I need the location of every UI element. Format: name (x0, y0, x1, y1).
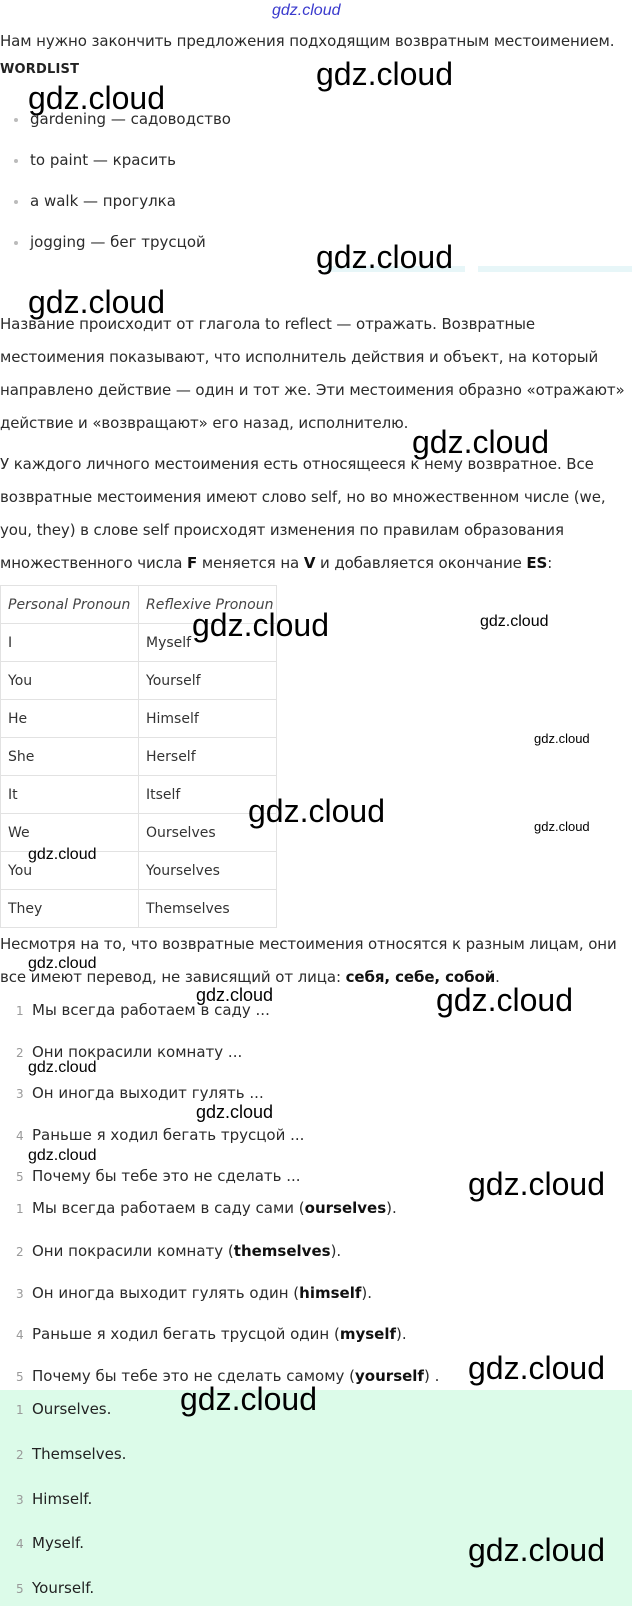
watermark: gdz.cloud (468, 1350, 605, 1386)
answer-item (16, 1400, 111, 1418)
answer-word: ourselves (304, 1199, 387, 1217)
table-row (1, 662, 277, 700)
watermark: gdz.cloud (28, 955, 97, 972)
answer-word: yourself (355, 1367, 424, 1385)
watermark: gdz.cloud (480, 613, 549, 630)
table-cell: We (1, 814, 139, 852)
text: : (547, 554, 553, 572)
sentence: Мы всегда работаем в саду ... (32, 1001, 270, 1019)
paragraph (0, 448, 606, 580)
wordlist-title: WORDLIST (0, 62, 80, 77)
watermark: gdz.cloud (28, 846, 97, 863)
watermark: gdz.cloud (316, 56, 453, 92)
list-item (16, 1084, 264, 1102)
list-item (16, 1242, 341, 1260)
sentence: Они покрасили комнату ... (32, 1043, 243, 1061)
text: множественного числа (0, 554, 188, 572)
watermark: gdz.cloud (412, 424, 549, 460)
sentence: Раньше я ходил бегать трусцой ... (32, 1126, 305, 1144)
bullet-icon (14, 159, 18, 163)
item-number: 5 (16, 1582, 24, 1596)
list-item (14, 151, 176, 169)
answers-panel (0, 1390, 632, 1606)
bullet-icon (14, 118, 18, 122)
list-item (16, 1284, 372, 1302)
table-cell: It (1, 776, 139, 814)
watermark: gdz.cloud (28, 1059, 97, 1076)
bullet-icon (14, 241, 18, 245)
table-row (1, 738, 277, 776)
paragraph-line: направлено действие — один и тот же. Эти местоимения образно «отражают» (0, 381, 625, 399)
item-number: 4 (16, 1537, 24, 1551)
watermark: gdz.cloud (196, 985, 274, 1005)
table-row (1, 890, 277, 928)
watermark-top: gdz.cloud (272, 2, 341, 19)
text: Раньше я ходил бегать трусцой один ( (32, 1325, 340, 1343)
text: ). (396, 1325, 407, 1343)
item-number: 3 (16, 1287, 24, 1301)
answer-word: myself (339, 1325, 397, 1343)
watermark: gdz.cloud (468, 1166, 605, 1202)
table-cell: Ourselves (139, 814, 277, 852)
table-cell: You (1, 662, 139, 700)
table-cell: Itself (139, 776, 277, 814)
answer-item (16, 1490, 92, 1508)
table-cell: Myself (139, 624, 277, 662)
item-number: 5 (16, 1370, 24, 1384)
list-item-text: a walk — прогулка (30, 192, 176, 210)
paragraph-line: Несмотря на то, что возвратные местоимения относятся к разным лицам, они (0, 935, 617, 953)
table-cell: I (1, 624, 139, 662)
text: ). (330, 1242, 342, 1260)
item-number: 2 (16, 1046, 24, 1060)
answer-text: Himself. (32, 1490, 93, 1508)
text: Мы всегда работаем в саду сами ( (32, 1199, 305, 1217)
divider (478, 266, 632, 272)
text: ). (361, 1284, 372, 1302)
paragraph-line: Название происходит от глагола to reflect — отражать. Возвратные (0, 315, 536, 333)
text: все имеют перевод, не зависящий от лица: (0, 968, 346, 986)
answer-text: Yourself. (32, 1579, 95, 1597)
paragraph-line (0, 547, 606, 580)
sentence: Почему бы тебе это не сделать ... (32, 1167, 301, 1185)
paragraph-line: you, they) в слове self происходят изменения по правилам образования (0, 521, 564, 539)
paragraph-line: У каждого личного местоимения есть относящееся к нему возвратное. Все (0, 455, 594, 473)
watermark: gdz.cloud (534, 819, 590, 834)
text: Он иногда выходит гулять один ( (32, 1284, 300, 1302)
table-cell: Herself (139, 738, 277, 776)
table-row (1, 776, 277, 814)
watermark: gdz.cloud (436, 982, 573, 1018)
watermark: gdz.cloud (192, 607, 329, 643)
paragraph-line: возвратные местоимения имеют слово self, но во множественном числе (we, (0, 488, 606, 506)
bold-text: V (303, 554, 316, 572)
answer-item (16, 1579, 94, 1597)
item-number: 1 (16, 1202, 24, 1216)
sentence: Он иногда выходит гулять ... (32, 1084, 264, 1102)
watermark: gdz.cloud (468, 1532, 605, 1568)
table-cell: Themselves (139, 890, 277, 928)
list-item (16, 1325, 407, 1343)
table-cell: She (1, 738, 139, 776)
answer-word: themselves (233, 1242, 331, 1260)
text: ) . (423, 1367, 440, 1385)
answer-text: Themselves. (32, 1445, 127, 1463)
watermark: gdz.cloud (316, 239, 453, 275)
watermark: gdz.cloud (534, 731, 590, 746)
bold-text: F (187, 554, 198, 572)
list-item-text: gardening — садоводство (30, 110, 231, 128)
watermark: gdz.cloud (180, 1381, 317, 1417)
item-number: 3 (16, 1493, 24, 1507)
item-number: 3 (16, 1087, 24, 1101)
list-item (14, 233, 206, 251)
paragraph (0, 308, 625, 440)
watermark: gdz.cloud (28, 1147, 97, 1164)
bold-text: ES (526, 554, 548, 572)
answer-text: Myself. (32, 1534, 84, 1552)
list-item (16, 1199, 397, 1217)
text: Почему бы тебе это не сделать самому ( (32, 1367, 356, 1385)
answer-item (16, 1445, 126, 1463)
text: ). (386, 1199, 397, 1217)
table-row (1, 700, 277, 738)
text: меняется на (197, 554, 304, 572)
list-item-text: to paint — красить (30, 151, 176, 169)
list-item (16, 1167, 301, 1185)
text: . (495, 968, 500, 986)
table-header: Reflexive Pronoun (139, 586, 277, 624)
item-number: 2 (16, 1245, 24, 1259)
text: Они покрасили комнату ( (32, 1242, 234, 1260)
paragraph-line: местоимения показывают, что исполнитель действия и объект, на который (0, 348, 599, 366)
answer-text: Ourselves. (32, 1400, 112, 1418)
list-item (14, 192, 176, 210)
list-item-text: jogging — бег трусцой (30, 233, 206, 251)
list-item (16, 1126, 304, 1144)
table-cell: You (1, 852, 139, 890)
watermark: gdz.cloud (28, 284, 165, 320)
table-cell: They (1, 890, 139, 928)
watermark: gdz.cloud (248, 793, 385, 829)
table-cell: He (1, 700, 139, 738)
text: и добавляется окончание (315, 554, 527, 572)
table-cell: Yourselves (139, 852, 277, 890)
bullet-icon (14, 200, 18, 204)
item-number: 5 (16, 1170, 24, 1184)
item-number: 4 (16, 1129, 24, 1143)
watermark: gdz.cloud (28, 80, 165, 116)
bold-text: себя, себе, собой (345, 968, 496, 986)
table-cell: Yourself (139, 662, 277, 700)
item-number: 4 (16, 1328, 24, 1342)
item-number: 1 (16, 1004, 24, 1018)
table-cell: Himself (139, 700, 277, 738)
item-number: 2 (16, 1448, 24, 1462)
answer-item (16, 1534, 84, 1552)
watermark: gdz.cloud (196, 1102, 274, 1122)
item-number: 1 (16, 1403, 24, 1417)
table-header: Personal Pronoun (1, 586, 139, 624)
answer-word: himself (299, 1284, 362, 1302)
paragraph-line: действие и «возвращают» его назад, исполнителю. (0, 414, 409, 432)
task-text: Нам нужно закончить предложения подходящим возвратным местоимением. (0, 32, 615, 50)
